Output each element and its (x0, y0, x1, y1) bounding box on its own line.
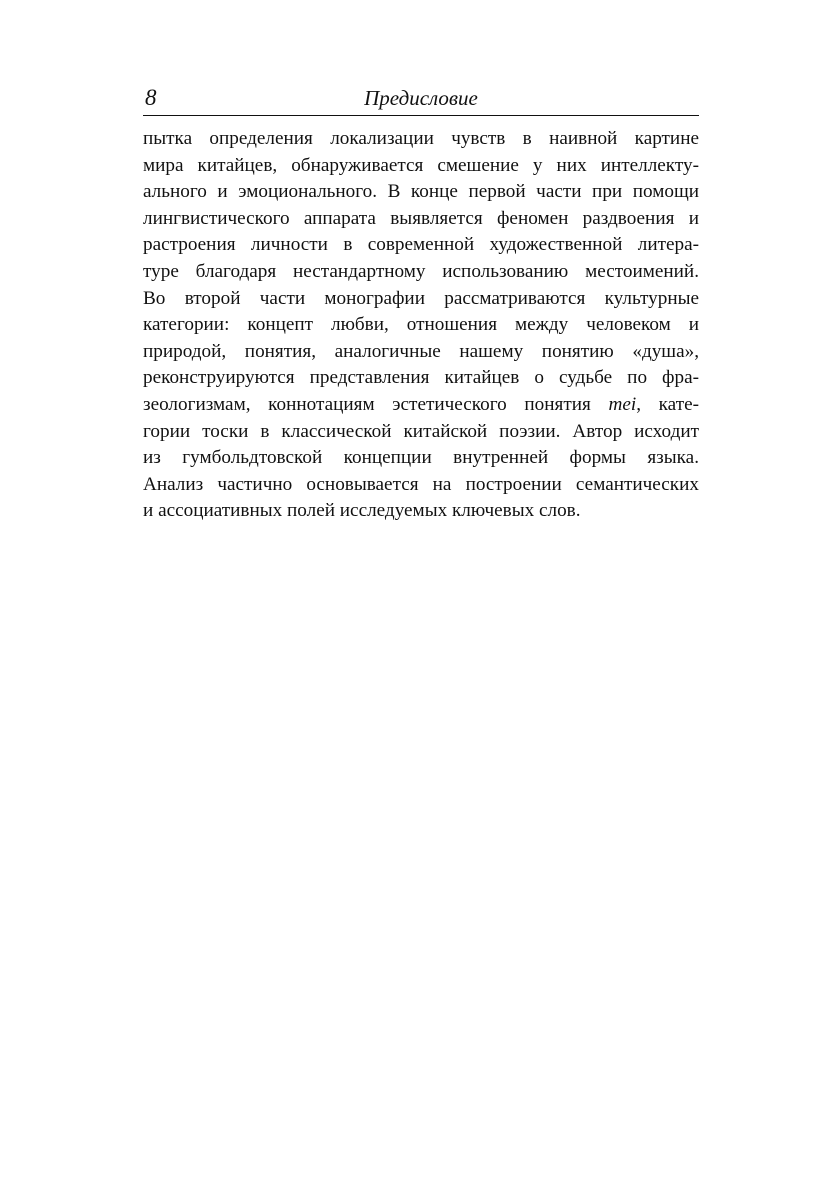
text-line (143, 392, 699, 419)
header-rule (143, 115, 699, 116)
text-line: природой, понятия, аналогичные нашему понятию «душа», (143, 340, 699, 362)
text-line: и ассоциативных полей исследуемых ключевых слов. (143, 500, 581, 522)
text-run: зеологизмам, коннотациям эстетического понятия (143, 393, 609, 415)
text-line: Во второй части монографии рассматриваются культурные (143, 287, 699, 309)
text-line: туре благодаря нестандартному использованию местоимений. (143, 260, 699, 282)
text-line: Анализ частично основывается на построении семантических (143, 473, 699, 495)
text-line: гории тоски в классической китайской поэзии. Автор исходит (143, 420, 699, 442)
text-line: растроения личности в современной художественной литера- (143, 234, 699, 256)
text-line: лингвистического аппарата выявляется феномен раздвоения и (143, 207, 699, 229)
text-line: пытка определения локализации чувств в наивной картине (143, 128, 699, 149)
text-line: мира китайцев, обнаруживается смешение у них интеллекту- (143, 154, 699, 176)
section-title: Предисловие (364, 86, 478, 110)
text-line: реконструируются представления китайцев о судьбе по фра- (143, 367, 699, 389)
text-line: из гумбольдтовской концепции внутренней формы языка. (143, 447, 699, 469)
text-line: категории: концепт любви, отношения между человеком и (143, 314, 699, 336)
text-run: , кате- (636, 393, 699, 415)
running-head (143, 84, 699, 114)
page-number: 8 (145, 85, 157, 110)
italic-term: mei (608, 393, 637, 415)
text-line: ального и эмоционального. В конце первой части при помощи (143, 181, 699, 203)
body-paragraph (143, 126, 699, 525)
